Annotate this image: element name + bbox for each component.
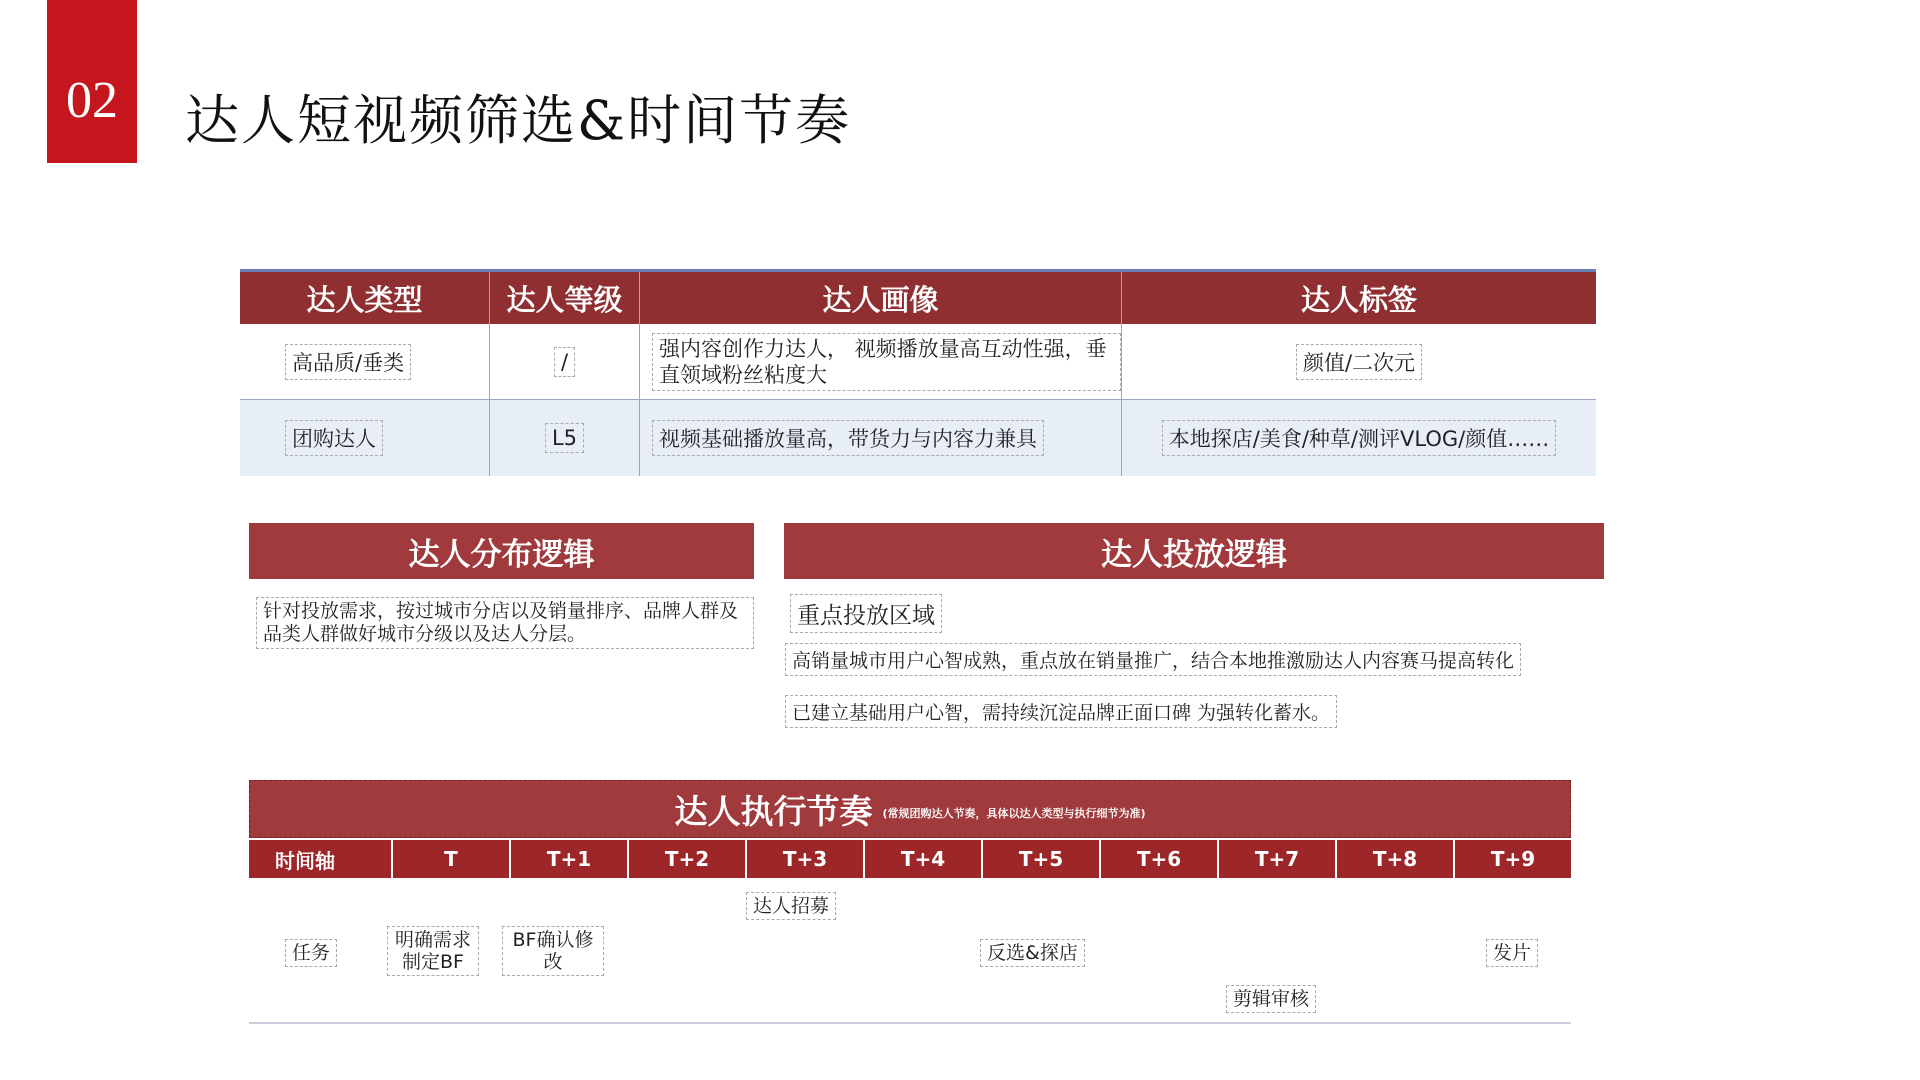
- header-tags: 达人标签: [1300, 282, 1417, 317]
- cell-tags: [1122, 324, 1596, 399]
- cell-portrait: [640, 324, 1122, 399]
- task-t1: BF确认修改: [502, 926, 604, 976]
- timeline-axis-label: 时间轴: [249, 840, 393, 878]
- level-label: /: [554, 347, 575, 377]
- placement-line-2: 已建立基础用户心智，需持续沉淀品牌正面口碑 为强转化蓄水。: [785, 695, 1337, 728]
- header-type: 达人类型: [240, 272, 490, 324]
- task-t3: 达人招募: [746, 892, 836, 920]
- task-t0: 明确需求制定BF: [387, 926, 479, 976]
- bottom-divider: [249, 1022, 1571, 1024]
- creator-profile-table: [240, 269, 1596, 476]
- timeline-t8: T+8: [1337, 840, 1455, 878]
- timeline-t4: T+4: [865, 840, 983, 878]
- level-label: L5: [545, 423, 584, 453]
- cell-level: [490, 324, 640, 399]
- type-label: 高品质/垂类: [285, 344, 411, 380]
- distribution-title: 达人分布逻辑: [249, 523, 754, 579]
- timeline-t7: T+7: [1219, 840, 1337, 878]
- execution-banner: [249, 780, 1571, 838]
- table-row: [240, 324, 1596, 400]
- cell-level: [490, 400, 640, 476]
- task-t7: 剪辑审核: [1226, 985, 1316, 1013]
- execution-title: 达人执行节奏: [674, 791, 873, 831]
- cell-type: [240, 400, 490, 476]
- cell-tags: [1122, 400, 1596, 476]
- tags-text: 本地探店/美食/种草/测评VLOG/颜值……: [1162, 420, 1556, 456]
- placement-title: 达人投放逻辑: [784, 523, 1604, 579]
- table-header-row: [240, 269, 1596, 324]
- cell-portrait: [640, 400, 1122, 476]
- focus-area-label: 重点投放区域: [790, 594, 942, 633]
- header-portrait: 达人画像: [640, 272, 1122, 324]
- timeline-t6: T+6: [1101, 840, 1219, 878]
- section-number: 02: [47, 0, 137, 163]
- distribution-text: 针对投放需求，按过城市分店以及销量排序、品牌人群及品类人群做好城市分级以及达人分层。: [256, 597, 754, 649]
- table-row: [240, 400, 1596, 476]
- type-label: 团购达人: [285, 420, 383, 456]
- timeline-t9: T+9: [1455, 840, 1571, 878]
- page-title: 达人短视频筛选&时间节奏: [185, 89, 852, 152]
- execution-note: (常规团购达人节奏，具体以达人类型与执行细节为准): [882, 807, 1146, 820]
- portrait-text: 强内容创作力达人， 视频播放量高互动性强，垂直领域粉丝粘度大: [652, 333, 1121, 391]
- cell-type: [240, 324, 490, 399]
- header-level: 达人等级: [490, 272, 640, 324]
- task-t5: 反选&探店: [980, 939, 1085, 967]
- timeline-t3: T+3: [747, 840, 865, 878]
- task-t9: 发片: [1486, 939, 1538, 967]
- timeline-t1: T+1: [511, 840, 629, 878]
- timeline-t5: T+5: [983, 840, 1101, 878]
- task-row-label: 任务: [285, 939, 337, 967]
- tags-text: 颜值/二次元: [1296, 344, 1422, 380]
- portrait-text: 视频基础播放量高，带货力与内容力兼具: [652, 420, 1044, 456]
- timeline-header: [249, 840, 1571, 878]
- timeline-t2: T+2: [629, 840, 747, 878]
- timeline-t0: T: [393, 840, 511, 878]
- placement-line-1: 高销量城市用户心智成熟，重点放在销量推广，结合本地推激励达人内容赛马提高转化: [785, 643, 1521, 676]
